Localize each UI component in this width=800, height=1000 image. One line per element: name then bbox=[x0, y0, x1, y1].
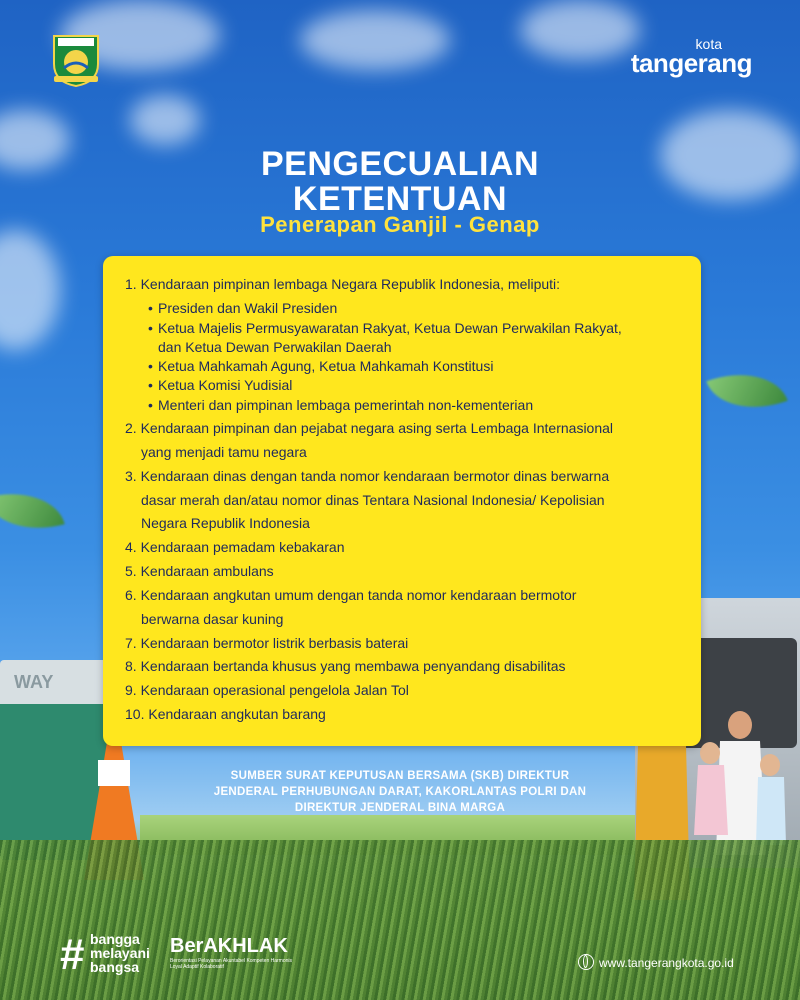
globe-icon bbox=[578, 954, 594, 970]
exceptions-card bbox=[103, 256, 701, 746]
cloud bbox=[130, 95, 200, 145]
berakhlak-logo bbox=[170, 935, 300, 970]
website-url: www.tangerangkota.go.id bbox=[599, 956, 734, 970]
list-item-1: 1. Kendaraan pimpinan lembaga Negara Republik Indonesia, meliputi: bbox=[125, 276, 561, 292]
list-item-8: 8. Kendaraan bertanda khusus yang membawa penyandang disabilitas bbox=[125, 658, 566, 674]
list-item-6: 6. Kendaraan angkutan umum dengan tanda nomor kendaraan bermotor bbox=[125, 587, 577, 603]
source-line-2: JENDERAL PERHUBUNGAN DARAT, KAKORLANTAS POLRI DAN bbox=[213, 786, 587, 798]
list-item-2-cont: yang menjadi tamu negara bbox=[141, 444, 307, 460]
wordmark-kota: kota bbox=[695, 36, 722, 52]
title-line-2: KETENTUAN bbox=[292, 180, 508, 218]
berakhlak-subtitle: Berorientasi Pelayanan Akuntabel Kompeten Harmonis Loyal Adaptif Kolaboratif bbox=[170, 958, 293, 970]
title-line-1: PENGECUALIAN bbox=[260, 145, 540, 183]
kota-tangerang-emblem-icon bbox=[48, 28, 104, 88]
subtitle: Penerapan Ganjil - Genap bbox=[260, 212, 540, 237]
list-item-6-cont: berwarna dasar kuning bbox=[141, 611, 284, 627]
source-line-1: SUMBER SURAT KEPUTUSAN BERSAMA (SKB) DIREKTUR bbox=[230, 770, 570, 782]
list-item-7: 7. Kendaraan bermotor listrik berbasis baterai bbox=[125, 635, 409, 651]
list-subitem: • Ketua Mahkamah Agung, Ketua Mahkamah Konstitusi bbox=[158, 358, 493, 374]
tangerang-wordmark bbox=[631, 36, 752, 79]
list-item-3-cont: Negara Republik Indonesia bbox=[141, 515, 310, 531]
list-subitem: • Menteri dan pimpinan lembaga pemerintah non-kementerian bbox=[158, 397, 533, 413]
list-item-4: 4. Kendaraan pemadam kebakaran bbox=[125, 539, 345, 555]
grass-foreground bbox=[0, 840, 800, 1000]
list-item-2: 2. Kendaraan pimpinan dan pejabat negara asing serta Lembaga Internasional bbox=[125, 420, 614, 436]
leaf-icon bbox=[706, 357, 788, 424]
hashtag-icon: # bbox=[60, 930, 85, 979]
list-item-3: 3. Kendaraan dinas dengan tanda nomor kendaraan bermotor dinas berwarna bbox=[125, 468, 610, 484]
website[interactable] bbox=[578, 954, 734, 970]
leaf-icon bbox=[0, 480, 65, 543]
list-item-3-cont: dasar merah dan/atau nomor dinas Tentara Nasional Indonesia/ Kepolisian bbox=[141, 492, 605, 508]
list-item-9: 9. Kendaraan operasional pengelola Jalan Tol bbox=[125, 682, 409, 698]
list-subitem: • Ketua Komisi Yudisial bbox=[158, 377, 292, 393]
cloud bbox=[300, 10, 450, 70]
list-subitem: • Presiden dan Wakil Presiden bbox=[158, 300, 337, 316]
wordmark-tangerang: tangerang bbox=[630, 48, 752, 78]
source-line-3: DIREKTUR JENDERAL BINA MARGA bbox=[294, 802, 506, 814]
hashtag-word-3: bangsa bbox=[90, 959, 140, 975]
list-item-5: 5. Kendaraan ambulans bbox=[125, 563, 274, 579]
source-note bbox=[0, 768, 800, 816]
list-subitem: • Ketua Majelis Permusyawaratan Rakyat, Ketua Dewan Perwakilan Rakyat, bbox=[158, 320, 622, 336]
hashtag-words bbox=[90, 932, 150, 974]
list-item-10: 10. Kendaraan angkutan barang bbox=[125, 706, 326, 722]
billboard-text: WAY bbox=[14, 672, 54, 692]
berakhlak-title: BerAKHLAK bbox=[170, 935, 288, 957]
list-subitem-cont: dan Ketua Dewan Perwakilan Daerah bbox=[158, 339, 392, 355]
cloud bbox=[0, 230, 60, 350]
cloud bbox=[520, 0, 640, 60]
hashtag-word-1: bangga bbox=[90, 931, 140, 947]
hashtag-word-2: melayani bbox=[90, 945, 150, 961]
